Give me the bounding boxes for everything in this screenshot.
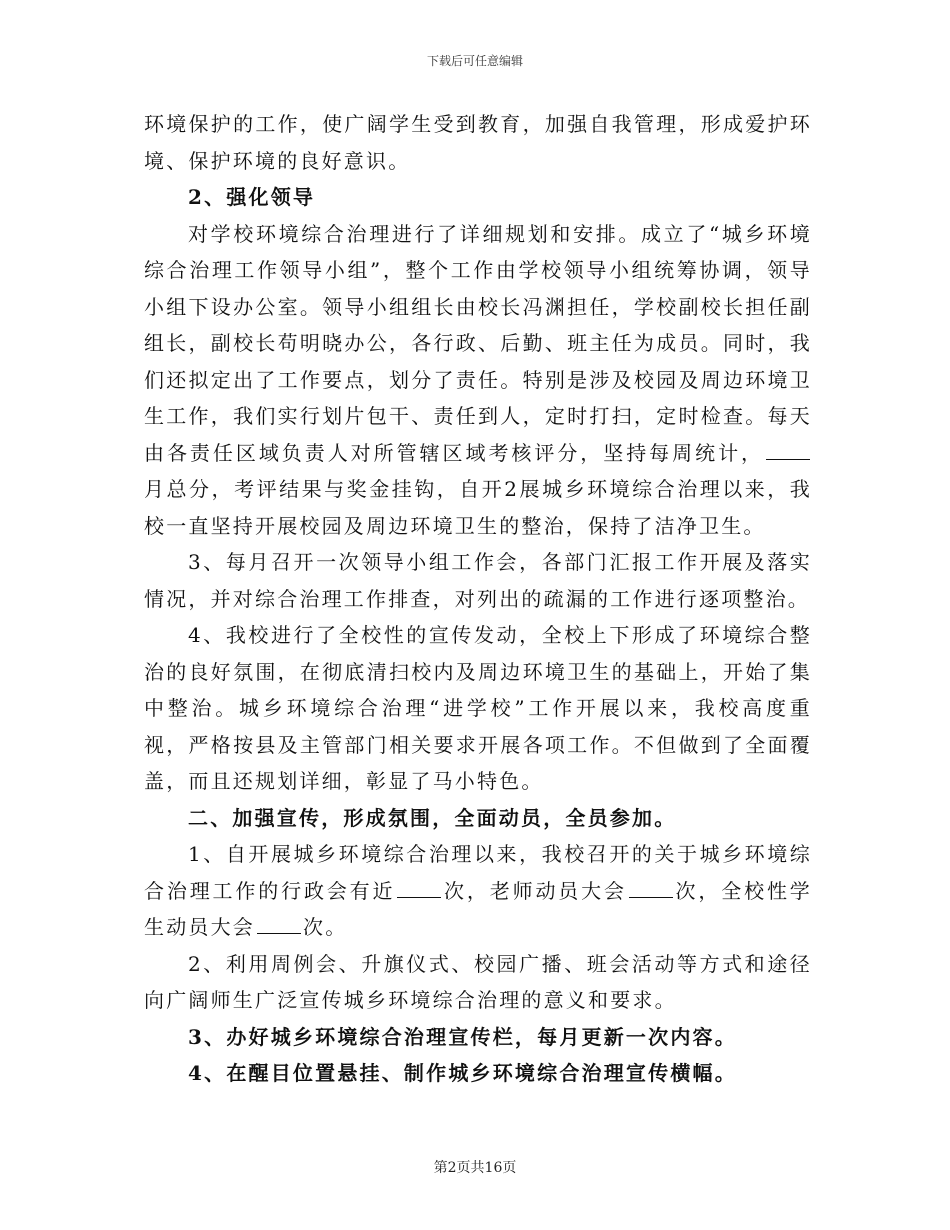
paragraph-text: 次。 <box>303 915 348 939</box>
paragraph-weekly-publicity: 2、利用周例会、升旗仪式、校园广播、班会活动等方式和途径向广阔师生广泛宣传城乡环境综合治理的意义和要求。 <box>144 951 812 1012</box>
fill-in-blank <box>766 441 810 460</box>
paragraph-banners: 4、在醒目位置悬挂、制作城乡环境综合治理宣传横幅。 <box>188 1061 737 1085</box>
paragraph-text: 次，全校性学生动员大会 <box>144 878 812 939</box>
paragraph-meeting-counts <box>144 836 812 946</box>
section-heading-publicity: 二、加强宣传，形成氛围，全面动员，全员参加。 <box>188 805 677 830</box>
paragraph-school-wide-campaign: 4、我校进行了全校性的宣传发动，全校上下形成了环境综合整治的良好氛围，在彻底清扫校内及周边环境卫生的基础上，开始了集中整治。城乡环境综合治理“进学校”工作开展以来，我校高度重视，严格按县及主管部门相关要求开展各项工作。不但做到了全面覆盖，而且还规划详细，彰显了马小特色。 <box>144 623 812 793</box>
page-header: 下载后可任意编辑 <box>426 54 523 68</box>
fill-in-blank <box>629 879 673 898</box>
page-footer: 第2页共16页 <box>433 1160 517 1176</box>
paragraph-text: 对学校环境综合治理进行了详细规划和安排。成立了“城乡环境综合治理工作领导小组”，整个工作由学校领导小组统筹协调，领导小组下设办公室。领导小组组长由校长冯渊担任，学校副校长担任副组长，副校长苟明晓办公，各行政、后勤、班主任为成员。同时，我们还拟定出了工作要点，划分了责任。特别是涉及校园及周边环境卫生工作，我们实行划片包干、责任到人，定时打扫，定时检查。每天由各责任区域负责人对所管辖区域考核评分，坚持每周统计， <box>144 221 812 465</box>
paragraph-monthly-meeting: 3、每月召开一次领导小组工作会，各部门汇报工作开展及落实情况，并对综合治理工作排查，对列出的疏漏的工作进行逐项整治。 <box>144 550 812 611</box>
paragraph-leadership-group <box>144 216 812 545</box>
paragraph-bulletin-board: 3、办好城乡环境综合治理宣传栏，每月更新一次内容。 <box>188 1024 737 1049</box>
paragraph-text: 1、自开展城乡环境综合治理以来，我校召开的关于城乡环境综合治理工作的行政会有近 <box>144 842 812 903</box>
document-body <box>144 106 812 1092</box>
paragraph-text: 次，老师动员大会 <box>443 878 627 903</box>
paragraph-continuation: 环境保护的工作，使广阔学生受到教育，加强自我管理，形成爱护环境、保护环境的良好意识。 <box>144 112 812 173</box>
section-heading-strengthen-leadership: 2、强化领导 <box>188 185 316 209</box>
fill-in-blank <box>257 915 301 934</box>
fill-in-blank <box>397 879 441 898</box>
paragraph-text: 月总分，考评结果与奖金挂钩，自开2展城乡环境综合治理以来，我校一直坚持开展校园及周边环境卫生的整治，保持了洁净卫生。 <box>144 477 812 538</box>
